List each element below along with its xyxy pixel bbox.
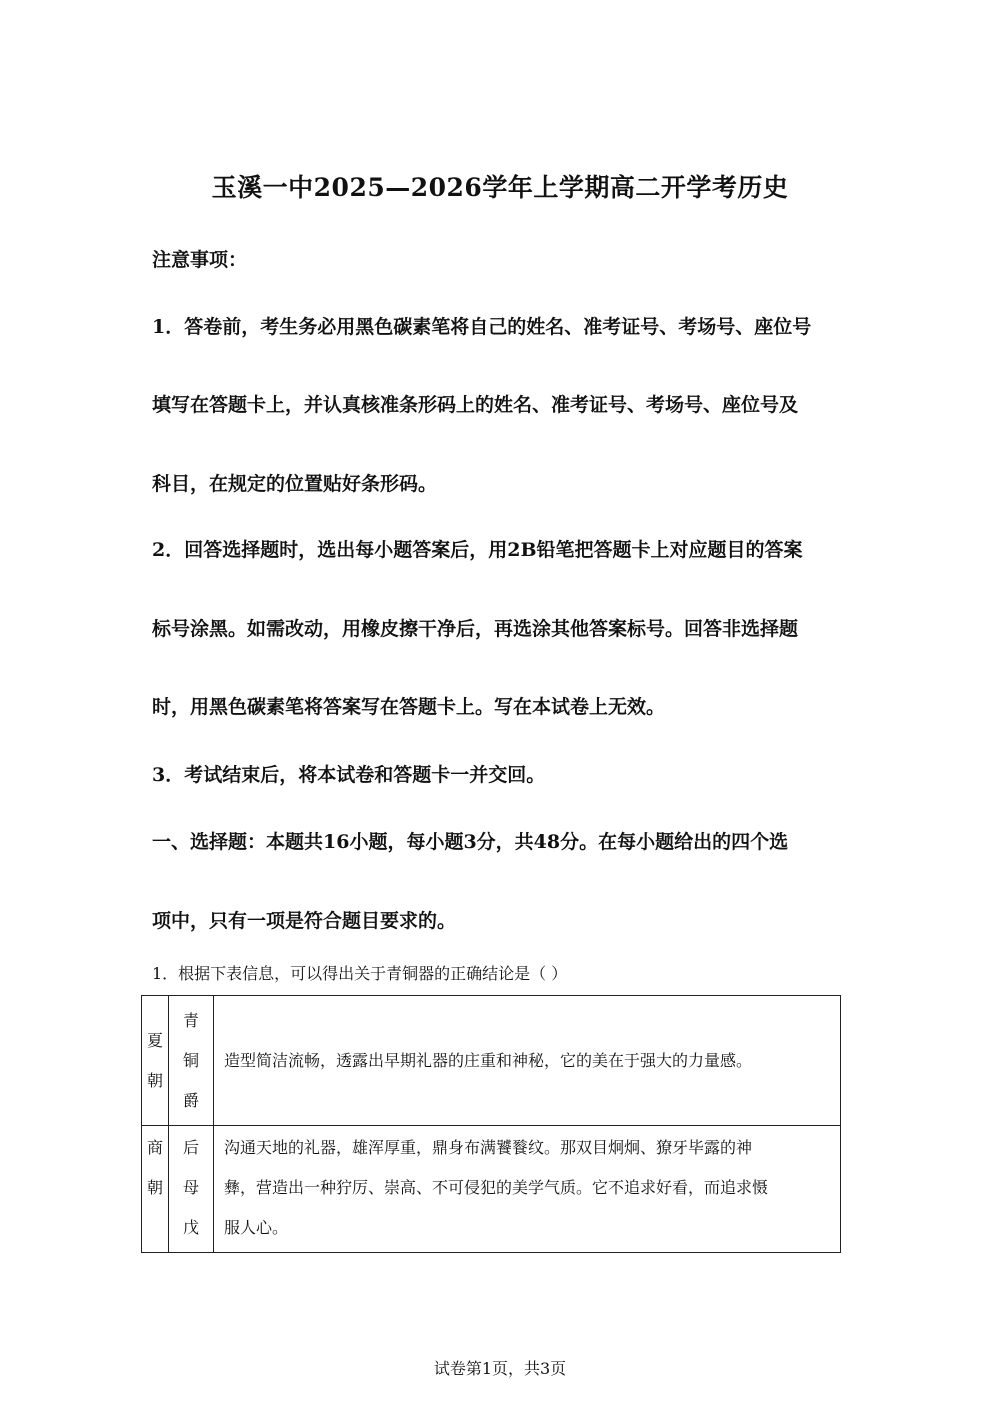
- description-line: 服人心。: [224, 1218, 289, 1237]
- description-line: 彝，营造出一种狞厉、崇高、不可侵犯的美学气质。它不追求好看，而追求慑: [224, 1178, 769, 1197]
- vessel-char: 铜: [182, 1050, 199, 1070]
- exam-title: 玉溪一中2025—2026学年上学期高二开学考历史: [211, 173, 789, 202]
- era-char: 夏: [146, 1030, 163, 1050]
- notice-line-5: 标号涂黑。如需改动，用橡皮擦干净后，再选涂其他答案标号。回答非选择题: [152, 618, 799, 640]
- notice-line-4: 2．回答选择题时，选出每小题答案后，用2B铅笔把答题卡上对应题目的答案: [152, 539, 803, 561]
- notice-line-2: 填写在答题卡上，并认真核准条形码上的姓名、准考证号、考场号、座位号及: [152, 394, 799, 416]
- section-heading-line-1: 一、选择题：本题共16小题，每小题3分，共48分。在每小题给出的四个选: [152, 831, 789, 853]
- table-row: [142, 996, 841, 1126]
- era-char: 朝: [146, 1070, 163, 1090]
- vessel-char: 爵: [182, 1090, 199, 1110]
- era-char: 朝: [146, 1178, 163, 1197]
- notice-line-6: 时，用黑色碳素笔将答案写在答题卡上。写在本试卷上无效。: [152, 696, 666, 718]
- description-text: 造型简洁流畅，透露出早期礼器的庄重和神秘，它的美在于强大的力量感。: [224, 1050, 753, 1070]
- notice-line-3: 科目，在规定的位置贴好条形码。: [152, 473, 438, 495]
- vessel-char: 青: [182, 1010, 199, 1030]
- vessel-char: 戊: [182, 1218, 199, 1237]
- table-row: [142, 1126, 841, 1253]
- bronze-info-table: [141, 995, 841, 1253]
- description-cell: [214, 996, 841, 1126]
- description-line: 沟通天地的礼器，雄浑厚重，鼎身布满饕餮纹。那双目炯炯、獠牙毕露的神: [224, 1138, 753, 1157]
- question-1-stem: 1．根据下表信息，可以得出关于青铜器的正确结论是（ ）: [152, 964, 568, 983]
- era-cell: [142, 1126, 169, 1253]
- notice-line-1: 1．答卷前，考生务必用黑色碳素笔将自己的姓名、准考证号、考场号、座位号: [152, 316, 812, 338]
- section-heading-line-2: 项中，只有一项是符合题目要求的。: [152, 910, 457, 932]
- vessel-cell: [169, 996, 214, 1126]
- description-cell: [214, 1126, 841, 1253]
- vessel-cell: [169, 1126, 214, 1253]
- notice-heading: 注意事项：: [152, 249, 248, 271]
- page-footer: 试卷第1页，共3页: [433, 1359, 567, 1378]
- vessel-char: 后: [182, 1138, 199, 1157]
- notice-line-7: 3．考试结束后，将本试卷和答题卡一并交回。: [152, 764, 546, 786]
- era-cell: [142, 996, 169, 1126]
- era-char: 商: [146, 1138, 163, 1157]
- vessel-char: 母: [182, 1178, 199, 1197]
